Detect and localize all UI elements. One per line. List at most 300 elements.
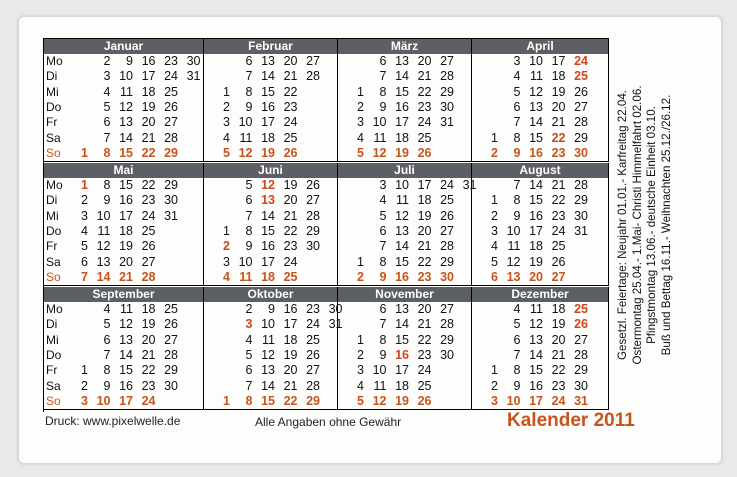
day-cell: 19	[283, 178, 298, 192]
day-cell: 15	[529, 193, 543, 208]
day-cell: 23	[283, 99, 298, 114]
month-name: Mai	[44, 163, 203, 178]
day-cell: 19	[283, 347, 298, 362]
day-cell: 21	[283, 208, 298, 223]
day-cell: 20	[119, 254, 133, 269]
day-cell: 1	[81, 178, 88, 192]
day-cell: 25	[283, 269, 298, 284]
day-cell: 3	[81, 393, 88, 408]
day-cell: 30	[186, 54, 201, 68]
day-cell: 8	[379, 332, 387, 347]
day-cell: 19	[141, 317, 156, 332]
day-cell: 7	[513, 347, 521, 362]
day-cell: 15	[261, 223, 275, 238]
day-cell: 8	[103, 178, 111, 192]
day-cell: 4	[245, 332, 253, 347]
day-cell: 28	[574, 115, 588, 130]
month-10	[204, 287, 343, 410]
day-cell: 9	[268, 302, 275, 316]
day-cell: 28	[440, 317, 454, 332]
day-cell: 17	[551, 54, 566, 68]
day-cell: 26	[306, 178, 320, 192]
day-cell: 27	[164, 332, 178, 347]
day-cell: 22	[417, 254, 432, 269]
day-cell: 21	[417, 69, 432, 84]
day-cell: 15	[395, 254, 409, 269]
day-cell: 26	[574, 317, 588, 332]
day-cell: 29	[164, 178, 178, 192]
day-cell: 13	[506, 269, 521, 284]
day-cell: 19	[417, 208, 432, 223]
day-cell: 23	[417, 99, 432, 114]
weekday-label: Di	[46, 317, 58, 332]
day-cell: 28	[164, 130, 178, 145]
day-cell: 7	[379, 239, 387, 254]
day-cell: 18	[119, 223, 133, 238]
day-cell: 25	[164, 84, 178, 99]
day-cell: 25	[417, 378, 432, 393]
day-cell: 14	[395, 239, 409, 254]
day-cell: 5	[513, 317, 521, 332]
day-cell: 20	[283, 363, 298, 378]
day-cell: 5	[103, 317, 111, 332]
day-cell: 5	[245, 178, 253, 192]
day-cell: 24	[283, 254, 298, 269]
day-cell: 29	[574, 130, 588, 145]
day-cell: 2	[223, 99, 230, 114]
day-cell: 4	[357, 378, 364, 393]
day-cell: 31	[574, 393, 588, 408]
disclaimer: Alle Angaben ohne Gewähr	[255, 415, 402, 429]
day-cell: 2	[223, 239, 230, 254]
day-cell: 8	[513, 363, 521, 378]
day-cell: 21	[417, 317, 432, 332]
day-cell: 15	[261, 84, 275, 99]
day-cell: 21	[551, 347, 566, 362]
day-cell: 15	[529, 130, 543, 145]
day-cell: 29	[574, 193, 588, 208]
month-11	[338, 287, 472, 410]
day-cell: 11	[120, 84, 133, 99]
day-cell: 23	[283, 239, 298, 254]
day-cell: 10	[529, 54, 543, 68]
day-cell: 11	[373, 130, 387, 145]
day-cell: 18	[551, 302, 566, 316]
month-name: Oktober	[204, 287, 337, 302]
day-cell: 17	[529, 223, 543, 238]
day-cell: 17	[261, 254, 275, 269]
day-cell: 14	[261, 208, 275, 223]
day-cell: 24	[551, 393, 566, 408]
day-cell: 31	[328, 317, 343, 332]
day-cell: 27	[574, 332, 588, 347]
weekday-label: Mo	[46, 302, 63, 316]
day-cell: 9	[379, 347, 387, 362]
day-cell: 28	[440, 239, 454, 254]
day-cell: 9	[513, 208, 521, 223]
day-cell: 1	[223, 84, 230, 99]
day-cell: 9	[245, 239, 253, 254]
month-6	[204, 163, 338, 286]
day-cell: 11	[373, 378, 387, 393]
day-cell: 28	[306, 208, 320, 223]
day-cell: 28	[141, 269, 156, 284]
day-cell: 18	[551, 69, 566, 84]
day-cell: 16	[395, 99, 409, 114]
day-cell: 6	[513, 332, 521, 347]
day-cell: 20	[417, 302, 432, 316]
day-cell: 13	[96, 254, 111, 269]
weekday-label: Fr	[46, 115, 58, 130]
day-cell: 21	[283, 69, 298, 84]
day-cell: 19	[261, 145, 275, 160]
day-cell: 1	[491, 363, 498, 378]
day-cell: 15	[119, 363, 133, 378]
day-cell: 22	[551, 130, 566, 145]
day-cell: 5	[491, 254, 498, 269]
day-cell: 4	[223, 130, 230, 145]
day-cell: 16	[261, 99, 275, 114]
day-cell: 3	[103, 69, 111, 84]
weekday-label: So	[46, 269, 61, 284]
day-cell: 23	[306, 302, 320, 316]
day-cell: 13	[395, 302, 409, 316]
day-cell: 25	[306, 332, 320, 347]
day-cell: 12	[529, 317, 543, 332]
weekday-label: Mi	[46, 208, 59, 223]
day-cell: 27	[164, 115, 178, 130]
day-cell: 25	[551, 239, 566, 254]
day-cell: 30	[574, 145, 588, 160]
day-cell: 14	[261, 378, 275, 393]
month-name: November	[338, 287, 471, 302]
day-cell: 24	[417, 115, 432, 130]
day-cell: 11	[120, 302, 133, 316]
day-cell: 4	[103, 84, 111, 99]
day-cell: 12	[529, 84, 543, 99]
day-cell: 4	[357, 130, 364, 145]
day-cell: 9	[126, 54, 133, 68]
day-cell: 13	[119, 332, 133, 347]
day-cell: 17	[417, 178, 432, 192]
day-cell: 3	[81, 208, 88, 223]
day-cell: 3	[357, 115, 364, 130]
day-cell: 25	[574, 69, 588, 84]
holiday-line: Buß und Bettag 16.11.- Weihnachten 25.12./26.12.	[659, 94, 673, 356]
day-cell: 4	[81, 223, 88, 238]
day-cell: 9	[513, 378, 521, 393]
day-cell: 11	[239, 130, 253, 145]
month-name: Juni	[204, 163, 337, 178]
day-cell: 30	[440, 347, 454, 362]
day-cell: 8	[513, 193, 521, 208]
day-cell: 22	[283, 84, 298, 99]
day-cell: 26	[164, 99, 178, 114]
day-cell: 26	[551, 254, 566, 269]
weekday-label: Sa	[46, 378, 61, 393]
day-cell: 4	[513, 302, 521, 316]
day-cell: 26	[141, 239, 156, 254]
day-cell: 15	[119, 178, 133, 192]
day-cell: 15	[395, 84, 409, 99]
day-cell: 24	[283, 115, 298, 130]
day-cell: 8	[245, 393, 253, 408]
day-cell: 12	[119, 99, 133, 114]
day-cell: 19	[551, 317, 566, 332]
day-cell: 31	[462, 178, 477, 192]
day-cell: 18	[261, 130, 275, 145]
day-cell: 16	[261, 239, 275, 254]
day-cell: 22	[141, 363, 156, 378]
day-cell: 26	[574, 84, 588, 99]
weekday-label: Mi	[46, 332, 59, 347]
weekday-label: Fr	[46, 239, 58, 254]
day-cell: 19	[119, 239, 133, 254]
day-cell: 21	[417, 239, 432, 254]
day-cell: 4	[223, 269, 230, 284]
day-cell: 28	[440, 69, 454, 84]
day-cell: 20	[551, 99, 566, 114]
day-cell: 26	[164, 317, 178, 332]
day-cell: 26	[417, 393, 432, 408]
day-cell: 29	[164, 363, 178, 378]
day-cell: 7	[81, 269, 88, 284]
day-cell: 23	[141, 378, 156, 393]
day-cell: 12	[119, 317, 133, 332]
day-cell: 6	[103, 115, 111, 130]
day-cell: 10	[372, 115, 387, 130]
day-cell: 25	[164, 302, 178, 316]
day-cell: 25	[283, 130, 298, 145]
month-name: Juli	[338, 163, 471, 178]
day-cell: 13	[529, 332, 543, 347]
month-name: Januar	[44, 39, 203, 54]
month-1	[44, 39, 204, 162]
day-cell: 27	[440, 54, 454, 68]
day-cell: 8	[379, 254, 387, 269]
day-cell: 17	[529, 393, 543, 408]
day-cell: 7	[379, 317, 387, 332]
day-cell: 2	[357, 347, 364, 362]
day-cell: 5	[103, 99, 111, 114]
day-cell: 27	[574, 99, 588, 114]
day-cell: 17	[283, 317, 298, 332]
day-cell: 6	[245, 363, 253, 378]
day-cell: 10	[506, 393, 521, 408]
day-cell: 21	[141, 130, 156, 145]
day-cell: 3	[223, 115, 230, 130]
day-cell: 9	[103, 193, 111, 208]
day-cell: 17	[141, 69, 156, 84]
day-cell: 7	[245, 69, 253, 84]
day-cell: 20	[529, 269, 543, 284]
day-cell: 10	[506, 223, 521, 238]
day-cell: 3	[513, 54, 521, 68]
day-cell: 25	[574, 302, 588, 316]
day-cell: 5	[245, 347, 253, 362]
day-cell: 27	[141, 254, 156, 269]
day-cell: 20	[551, 332, 566, 347]
day-cell: 24	[306, 317, 320, 332]
day-cell: 16	[529, 378, 543, 393]
day-cell: 24	[574, 54, 588, 68]
day-cell: 14	[395, 69, 409, 84]
day-cell: 14	[529, 115, 543, 130]
weekday-label: Fr	[46, 363, 58, 378]
day-cell: 6	[379, 302, 387, 316]
day-cell: 13	[261, 54, 275, 68]
month-8	[472, 163, 609, 286]
day-cell: 18	[283, 332, 298, 347]
day-cell: 3	[357, 363, 364, 378]
day-cell: 22	[141, 178, 156, 192]
day-cell: 3	[379, 178, 387, 192]
day-cell: 20	[283, 54, 298, 68]
day-cell: 14	[96, 269, 111, 284]
day-cell: 19	[395, 393, 409, 408]
day-cell: 29	[440, 254, 454, 269]
day-cell: 4	[491, 239, 498, 254]
day-cell: 10	[395, 178, 409, 192]
month-name: April	[472, 39, 608, 54]
day-cell: 8	[103, 363, 111, 378]
day-cell: 5	[513, 84, 521, 99]
day-cell: 27	[306, 54, 320, 68]
day-cell: 22	[551, 193, 566, 208]
day-cell: 11	[530, 302, 543, 316]
day-cell: 23	[551, 145, 566, 160]
day-cell: 20	[141, 332, 156, 347]
day-cell: 27	[551, 269, 566, 284]
day-cell: 6	[245, 54, 253, 68]
day-cell: 7	[245, 208, 253, 223]
day-cell: 23	[417, 269, 432, 284]
day-cell: 2	[491, 145, 498, 160]
day-cell: 16	[141, 54, 156, 68]
day-cell: 3	[223, 254, 230, 269]
day-cell: 8	[103, 145, 111, 160]
day-cell: 28	[306, 378, 320, 393]
print-credit: Druck: www.pixelwelle.de	[45, 414, 181, 428]
day-cell: 1	[357, 254, 364, 269]
day-cell: 17	[119, 393, 133, 408]
day-cell: 6	[491, 269, 498, 284]
month-name: Dezember	[472, 287, 608, 302]
day-cell: 10	[261, 317, 275, 332]
day-cell: 23	[417, 347, 432, 362]
day-cell: 14	[261, 69, 275, 84]
day-cell: 13	[261, 363, 275, 378]
day-cell: 7	[103, 347, 111, 362]
day-cell: 11	[97, 223, 111, 238]
day-cell: 26	[306, 347, 320, 362]
day-cell: 29	[440, 332, 454, 347]
day-cell: 5	[223, 145, 230, 160]
day-cell: 6	[81, 254, 88, 269]
weekday-label: Mo	[46, 178, 63, 192]
day-cell: 13	[395, 54, 409, 68]
day-cell: 1	[357, 332, 364, 347]
day-cell: 26	[283, 145, 298, 160]
weekday-label: Mi	[46, 84, 59, 99]
day-cell: 14	[529, 347, 543, 362]
day-cell: 13	[529, 99, 543, 114]
day-cell: 12	[238, 145, 253, 160]
day-cell: 9	[103, 378, 111, 393]
month-2	[204, 39, 338, 162]
day-cell: 15	[395, 332, 409, 347]
day-cell: 6	[379, 54, 387, 68]
month-7	[338, 163, 477, 286]
day-cell: 20	[417, 54, 432, 68]
day-cell: 12	[96, 239, 111, 254]
day-cell: 26	[417, 145, 432, 160]
day-cell: 10	[238, 115, 253, 130]
weekday-label: Sa	[46, 254, 61, 269]
day-cell: 30	[574, 208, 588, 223]
day-cell: 20	[141, 115, 156, 130]
day-cell: 31	[440, 115, 454, 130]
day-cell: 13	[119, 115, 133, 130]
day-cell: 29	[440, 84, 454, 99]
day-cell: 18	[395, 130, 409, 145]
day-cell: 27	[306, 193, 320, 208]
day-cell: 9	[513, 145, 521, 160]
day-cell: 9	[245, 99, 253, 114]
day-cell: 12	[261, 347, 275, 362]
day-cell: 19	[529, 254, 543, 269]
day-cell: 23	[164, 54, 178, 68]
day-cell: 8	[513, 130, 521, 145]
day-cell: 14	[119, 347, 133, 362]
day-cell: 7	[513, 115, 521, 130]
day-cell: 21	[141, 347, 156, 362]
day-cell: 2	[357, 99, 364, 114]
weekday-label: Sa	[46, 130, 61, 145]
day-cell: 14	[119, 130, 133, 145]
holiday-line: Gesetzl. Feiertage: Neujahr 01.01.- Karfreitag 22.04.	[616, 89, 629, 361]
day-cell: 9	[379, 99, 387, 114]
day-cell: 17	[119, 208, 133, 223]
month-5	[44, 163, 204, 286]
day-cell: 8	[245, 223, 253, 238]
day-cell: 13	[261, 193, 275, 208]
day-cell: 16	[395, 347, 409, 362]
day-cell: 7	[245, 378, 253, 393]
day-cell: 12	[506, 254, 521, 269]
day-cell: 24	[417, 363, 432, 378]
day-cell: 17	[395, 115, 409, 130]
day-cell: 18	[141, 84, 156, 99]
day-cell: 22	[283, 393, 298, 408]
month-name: September	[44, 287, 203, 302]
day-cell: 29	[306, 223, 320, 238]
day-cell: 22	[417, 332, 432, 347]
day-cell: 2	[245, 302, 253, 316]
weekday-label: Do	[46, 347, 62, 362]
day-cell: 22	[417, 84, 432, 99]
day-cell: 5	[357, 393, 364, 408]
day-cell: 11	[530, 69, 543, 84]
day-cell: 28	[164, 347, 178, 362]
day-cell: 19	[141, 99, 156, 114]
day-cell: 8	[245, 84, 253, 99]
day-cell: 30	[328, 302, 343, 316]
day-cell: 10	[372, 363, 387, 378]
day-cell: 25	[141, 223, 156, 238]
day-cell: 23	[551, 208, 566, 223]
day-cell: 21	[551, 115, 566, 130]
